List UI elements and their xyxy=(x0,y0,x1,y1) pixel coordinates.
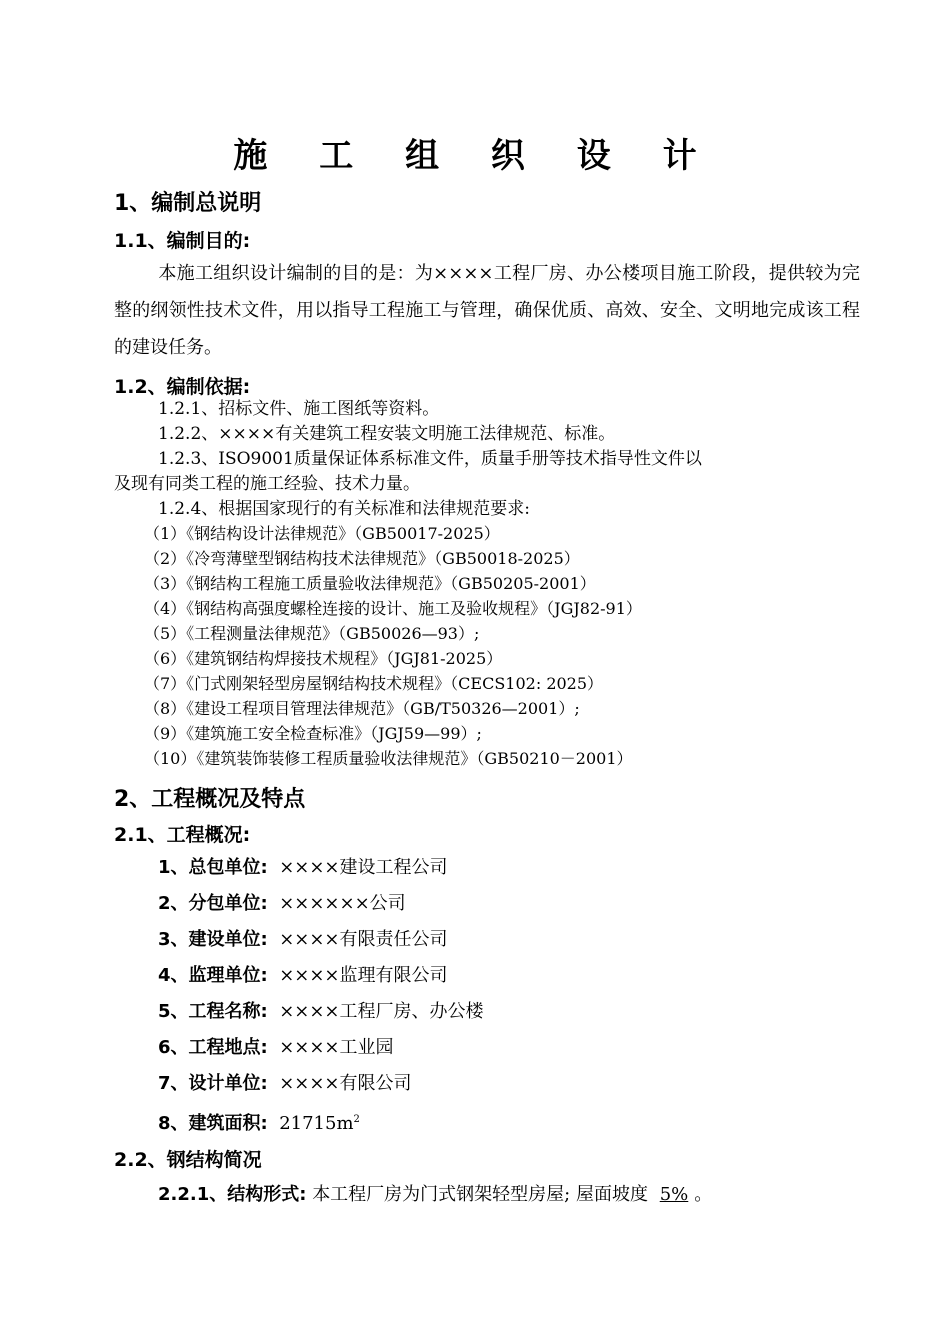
standard-item: （3）《钢结构工程施工质量验收法律规范》（GB50205-2001） xyxy=(144,574,596,593)
document-title: 施 工 组 织 设 计 xyxy=(233,136,717,176)
sentence-end: 。 xyxy=(694,1184,713,1205)
project-info-list xyxy=(158,850,484,1138)
standard-item: （5）《工程测量法律规范》（GB50026—93）; xyxy=(144,624,480,643)
standard-item: （6）《建筑钢结构焊接技术规程》（JGJ81-2025） xyxy=(144,649,503,668)
info-row xyxy=(158,1102,484,1138)
info-value: 21715m xyxy=(279,1113,354,1134)
info-value: ××××有限公司 xyxy=(279,1073,412,1094)
info-label: 6、工程地点: xyxy=(158,1037,268,1058)
section-2-2-1-line xyxy=(158,1180,712,1210)
info-value: ××××××公司 xyxy=(279,893,406,914)
area-unit-superscript: 2 xyxy=(353,1114,360,1125)
section-2-2-heading: 2.2、钢结构简况 xyxy=(114,1149,262,1171)
standard-item: （7）《门式刚架轻型房屋钢结构技术规程》（CECS102: 2025） xyxy=(144,674,604,693)
info-label: 1、总包单位: xyxy=(158,857,268,878)
roof-slope-value: 5% xyxy=(659,1184,689,1205)
section-1-1-paragraph xyxy=(114,255,860,366)
info-label: 2、分包单位: xyxy=(158,893,268,914)
section-1-1-heading: 1.1、编制目的: xyxy=(114,230,251,252)
info-value: ××××工程厂房、办公楼 xyxy=(279,1001,484,1022)
section-1-1-text: 本施工组织设计编制的目的是：为××××工程厂房、办公楼项目施工阶段，提供较为完整的纲领性技术文件，用以指导工程施工与管理，确保优质、高效、安全、文明地完成该工程的建设任务。 xyxy=(114,263,860,358)
section-2-1-heading: 2.1、工程概况: xyxy=(114,824,251,846)
info-label: 4、监理单位: xyxy=(158,965,268,986)
basis-item: 1.2.1、招标文件、施工图纸等资料。 xyxy=(158,399,440,419)
info-label: 8、建筑面积: xyxy=(158,1113,268,1134)
section-1-2-heading: 1.2、编制依据: xyxy=(114,376,251,398)
info-row xyxy=(158,958,484,994)
standard-item: （10）《建筑装饰装修工程质量验收法律规范》（GB50210－2001） xyxy=(144,749,633,768)
basis-list xyxy=(114,397,860,522)
info-row xyxy=(158,1030,484,1066)
info-row xyxy=(158,1066,484,1102)
info-value: ××××有限责任公司 xyxy=(279,929,448,950)
info-row xyxy=(158,994,484,1030)
standard-item: （2）《冷弯薄壁型钢结构技术法律规范》（GB50018-2025） xyxy=(144,549,580,568)
info-row xyxy=(158,886,484,922)
basis-item: 1.2.2、××××有关建筑工程安装文明施工法律规范、标准。 xyxy=(158,424,616,444)
info-value: ××××监理有限公司 xyxy=(279,965,448,986)
section-2-heading: 2、工程概况及特点 xyxy=(114,787,306,812)
standard-item: （1）《钢结构设计法律规范》（GB50017-2025） xyxy=(144,524,500,543)
info-value: ××××工业园 xyxy=(279,1037,394,1058)
basis-item: 1.2.4、根据国家现行的有关标准和法律规范要求: xyxy=(158,499,530,519)
standards-list xyxy=(144,521,642,771)
structure-form-text: 本工程厂房为门式钢架轻型房屋; 屋面坡度 xyxy=(312,1184,648,1205)
info-row xyxy=(158,850,484,886)
info-row xyxy=(158,922,484,958)
basis-item: 及现有同类工程的施工经验、技术力量。 xyxy=(114,474,420,494)
basis-item: 1.2.3、ISO9001质量保证体系标准文件，质量手册等技术指导性文件以 xyxy=(158,449,702,469)
info-label: 3、建设单位: xyxy=(158,929,268,950)
standard-item: （8）《建设工程项目管理法律规范》（GB/T50326—2001）; xyxy=(144,699,580,718)
standard-item: （4）《钢结构高强度螺栓连接的设计、施工及验收规程》（JGJ82-91） xyxy=(144,599,642,618)
info-label: 5、工程名称: xyxy=(158,1001,268,1022)
info-value: ××××建设工程公司 xyxy=(279,857,448,878)
standard-item: （9）《建筑施工安全检查标准》（JGJ59—99）; xyxy=(144,724,482,743)
structure-form-label: 2.2.1、结构形式: xyxy=(158,1184,307,1205)
section-1-heading: 1、编制总说明 xyxy=(114,191,262,216)
info-label: 7、设计单位: xyxy=(158,1073,268,1094)
